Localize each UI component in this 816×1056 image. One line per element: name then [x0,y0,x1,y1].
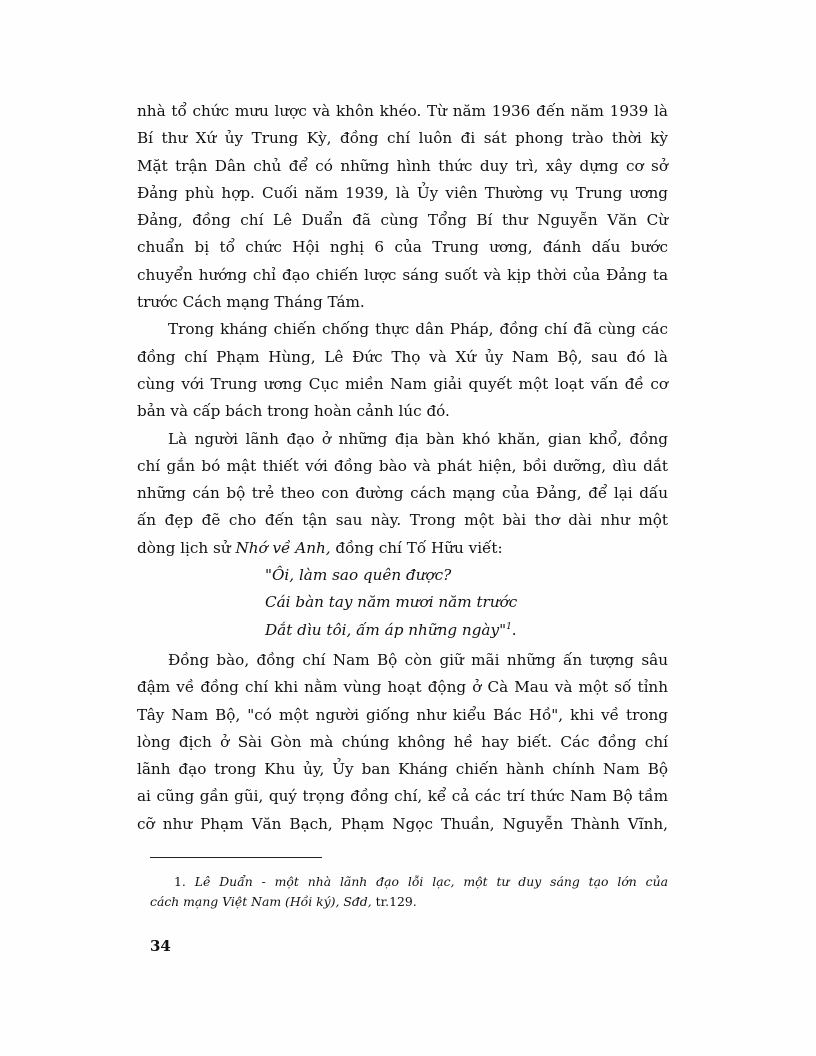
text-line: cùng với Trung ương Cục miền Nam giải quyết một loạt vấn đề cơ [137,374,668,393]
text-line: Là người lãnh đạo ở những địa bàn khó khăn, gian khổ, đồng [168,429,668,448]
text-line: Đảng phù hợp. Cuối năm 1939, là Ủy viên Thường vụ Trung ương [137,183,668,202]
footnote-citation: cách mạng Việt Nam (Hồi ký), Sđd, [150,893,372,909]
poem-title: Nhớ về Anh, [235,538,331,557]
text-line: trước Cách mạng Tháng Tám. [137,293,365,312]
poem-quote [137,562,668,644]
text-line: Mặt trận Dân chủ để có những hình thức duy trì, xây dựng cơ sở [137,156,668,175]
footnote-citation: Lê Duẩn - một nhà lãnh đạo lỗi lạc, một tư duy sáng tạo lớn của [194,874,668,889]
text-line: lãnh đạo trong Khu ủy, Ủy ban Kháng chiến hành chính Nam Bộ [137,760,668,779]
text-line: cỡ như Phạm Văn Bạch, Phạm Ngọc Thuần, Nguyễn Thành Vĩnh, [137,814,668,833]
text-line: chí gắn bó mật thiết với đồng bào và phát hiện, bồi dưỡng, dìu dắt [137,456,668,475]
text-line: chuyển hướng chỉ đạo chiến lược sáng suốt và kịp thời của Đảng ta [137,265,668,284]
text-run: đồng chí Tố Hữu viết: [330,538,503,557]
text-line: ấn đẹp đẽ cho đến tận sau này. Trong một bài thơ dài như một [137,511,668,530]
text-line: Tây Nam Bộ, "có một người giống như kiểu Bác Hồ", khi về trong [137,705,668,724]
footnote-number: 1. [174,874,186,889]
footnote-divider [150,857,322,858]
footnote [150,872,668,911]
poem-line [137,617,668,644]
footnote-reference[interactable]: 1 [506,621,512,632]
text-line: đồng chí Phạm Hùng, Lê Đức Thọ và Xứ ủy Nam Bộ, sau đó là [137,347,668,366]
body-text [137,98,668,838]
text-line: bản và cấp bách trong hoàn cảnh lúc đó. [137,402,450,421]
footnote-page-ref: tr.129. [371,893,417,909]
text-line: Bí thư Xứ ủy Trung Kỳ, đồng chí luôn đi sát phong trào thời kỳ [137,129,668,148]
footnote-line [150,892,668,912]
text-line [137,535,668,562]
text-line: Đảng, đồng chí Lê Duẩn đã cùng Tổng Bí thư Nguyễn Văn Cừ [137,211,668,230]
text-line: ai cũng gần gũi, quý trọng đồng chí, kể cả các trí thức Nam Bộ tầm [137,787,668,806]
page-number: 34 [150,937,171,955]
text-line: Đồng bào, đồng chí Nam Bộ còn giữ mãi những ấn tượng sâu [168,650,668,669]
paragraph-3 [137,426,668,562]
text-line: Trong kháng chiến chống thực dân Pháp, đồng chí đã cùng các [168,320,668,339]
poem-line-text: Dắt dìu tôi, ấm áp những ngày" [265,620,507,639]
poem-line: "Ôi, làm sao quên được? [265,566,452,585]
poem-line: Cái bàn tay năm mươi năm trước [265,593,518,612]
paragraph-2 [137,316,668,425]
paragraph-1 [137,98,668,316]
text-line: đậm về đồng chí khi nằm vùng hoạt động ở Cà Mau và một số tỉnh [137,678,668,697]
text-line: những cán bộ trẻ theo con đường cách mạng của Đảng, để lại dấu [137,484,668,503]
text-line: nhà tổ chức mưu lược và khôn khéo. Từ năm 1936 đến năm 1939 là [137,102,668,120]
poem-end-punct: . [511,620,517,639]
text-run: dòng lịch sử [137,538,236,557]
paragraph-4 [137,647,668,838]
text-line: lòng địch ở Sài Gòn mà chúng không hề hay biết. Các đồng chí [137,732,668,751]
footnote-line [150,872,668,892]
text-line: chuẩn bị tổ chức Hội nghị 6 của Trung ương, đánh dấu bước [137,238,668,257]
